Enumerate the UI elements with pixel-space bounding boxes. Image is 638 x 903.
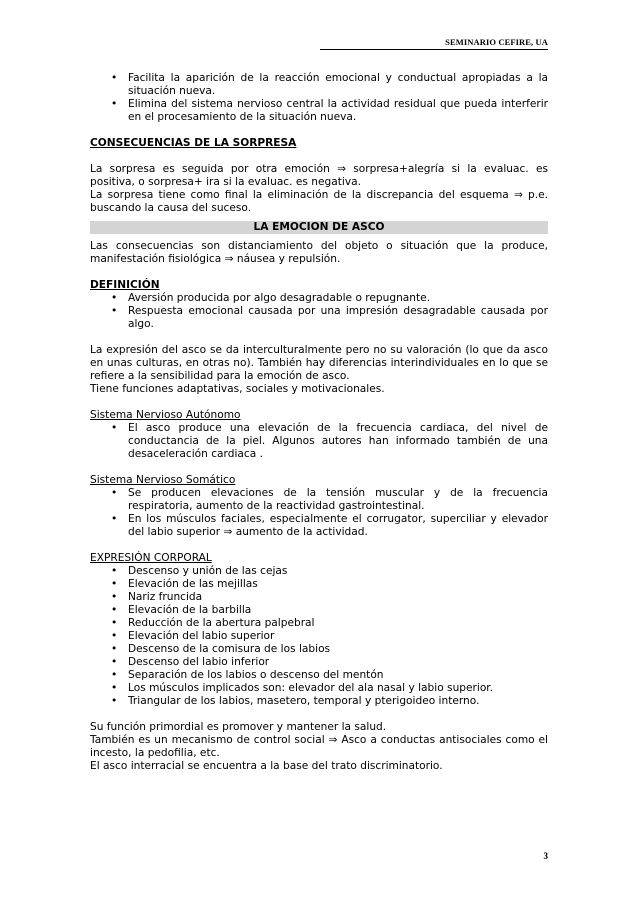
- list-item: • Elevación de la barbilla: [111, 604, 252, 616]
- definition-heading: DEFINICIÓN: [90, 279, 160, 291]
- bullet-icon: •: [111, 422, 118, 434]
- list-item: • Reducción de la abertura palpebral: [111, 617, 315, 629]
- list-item: • Aversión producida por algo desagradable o repugnante.: [111, 292, 431, 304]
- paragraph: La expresión del asco se da interculturalmente pero no su valoración (lo que da asco en unas culturas, en otras no). También hay diferencias interindividuales en lo que se refiere a la sensibilidad para la emoción de asco.: [90, 344, 548, 382]
- bullet-icon: •: [111, 565, 118, 577]
- list-item: • En los músculos faciales, especialmente el corrugator, superciliar y elevador del labio superior ⇒ aumento de la actividad.: [111, 513, 548, 538]
- section-heading-sorpresa: CONSECUENCIAS DE LA SORPRESA: [90, 137, 297, 149]
- bullet-icon: •: [111, 630, 118, 642]
- bullet-icon: •: [111, 72, 118, 84]
- page-header: SEMINARIO CEFIRE, UA: [445, 37, 548, 47]
- bullet-icon: •: [111, 98, 118, 110]
- section-band-asco: LA EMOCION DE ASCO: [90, 221, 548, 234]
- bullet-icon: •: [111, 669, 118, 681]
- list-item: • Separación de los labios o descenso del mentón: [111, 669, 384, 681]
- bullet-icon: •: [111, 656, 118, 668]
- list-item: • Respuesta emocional causada por una impresión desagradable causada por algo.: [111, 305, 548, 330]
- bullet-icon: •: [111, 643, 118, 655]
- sns-heading: Sistema Nervioso Somático: [90, 474, 236, 486]
- list-item: • Elevación de las mejillas: [111, 578, 258, 590]
- bullet-icon: •: [111, 578, 118, 590]
- list-item: • Los músculos implicados son: elevador del ala nasal y labio superior.: [111, 682, 494, 694]
- list-item: • Facilita la aparición de la reacción emocional y conductual apropiadas a la situación nueva.: [111, 72, 548, 97]
- page-content: [90, 72, 548, 773]
- list-item: • Triangular de los labios, masetero, temporal y pterigoideo interno.: [111, 695, 480, 707]
- list-item: • Descenso del labio inferior: [111, 656, 270, 668]
- bullet-icon: •: [111, 617, 118, 629]
- sna-heading: Sistema Nervioso Autónomo: [90, 409, 241, 421]
- list-item: • Descenso de la comisura de los labios: [111, 643, 331, 655]
- bullet-icon: •: [111, 604, 118, 616]
- paragraph: Tiene funciones adaptativas, sociales y motivacionales.: [90, 383, 385, 395]
- paragraph: El asco interracial se encuentra a la base del trato discriminatorio.: [90, 760, 443, 772]
- intro-bullet-list: [90, 72, 548, 124]
- list-item: • Elevación del labio superior: [111, 630, 275, 642]
- page-number: 3: [543, 851, 548, 861]
- corporal-heading: EXPRESIÓN CORPORAL: [90, 552, 212, 564]
- paragraph: La sorpresa tiene como final la eliminación de la discrepancia del esquema ⇒ p.e. buscando la causa del suceso.: [90, 189, 548, 214]
- sna-list: [90, 422, 548, 461]
- paragraph: La sorpresa es seguida por otra emoción ⇒ sorpresa+alegría si la evaluac. es positiva, o sorpresa+ ira si la evaluac. es negativa.: [90, 163, 548, 188]
- definition-list: [90, 292, 548, 331]
- sns-list: [90, 487, 548, 539]
- bullet-icon: •: [111, 305, 118, 317]
- list-item: • El asco produce una elevación de la frecuencia cardiaca, del nivel de conductancia de la piel. Algunos autores han informado también de una desaceleración cardiaca .: [111, 422, 548, 460]
- bullet-icon: •: [111, 695, 118, 707]
- list-item: • Elimina del sistema nervioso central la actividad residual que pueda interferir en el procesamiento de la situación nueva.: [111, 98, 548, 123]
- list-item: • Descenso y unión de las cejas: [111, 565, 288, 577]
- header-rule: [320, 49, 548, 50]
- paragraph: Su función primordial es promover y mantener la salud.: [90, 721, 387, 733]
- bullet-icon: •: [111, 591, 118, 603]
- corporal-list: [90, 565, 548, 708]
- bullet-icon: •: [111, 682, 118, 694]
- list-item: • Se producen elevaciones de la tensión muscular y de la frecuencia respiratoria, aumento de la reactividad gastrointestinal.: [111, 487, 548, 512]
- paragraph: Las consecuencias son distanciamiento del objeto o situación que la produce, manifestación fisiológica ⇒ náusea y repulsión.: [90, 240, 548, 265]
- bullet-icon: •: [111, 292, 118, 304]
- bullet-icon: •: [111, 513, 118, 525]
- bullet-icon: •: [111, 487, 118, 499]
- paragraph: También es un mecanismo de control social ⇒ Asco a conductas antisociales como el incesto, la pedofilia, etc.: [90, 734, 548, 759]
- list-item: • Nariz fruncida: [111, 591, 203, 603]
